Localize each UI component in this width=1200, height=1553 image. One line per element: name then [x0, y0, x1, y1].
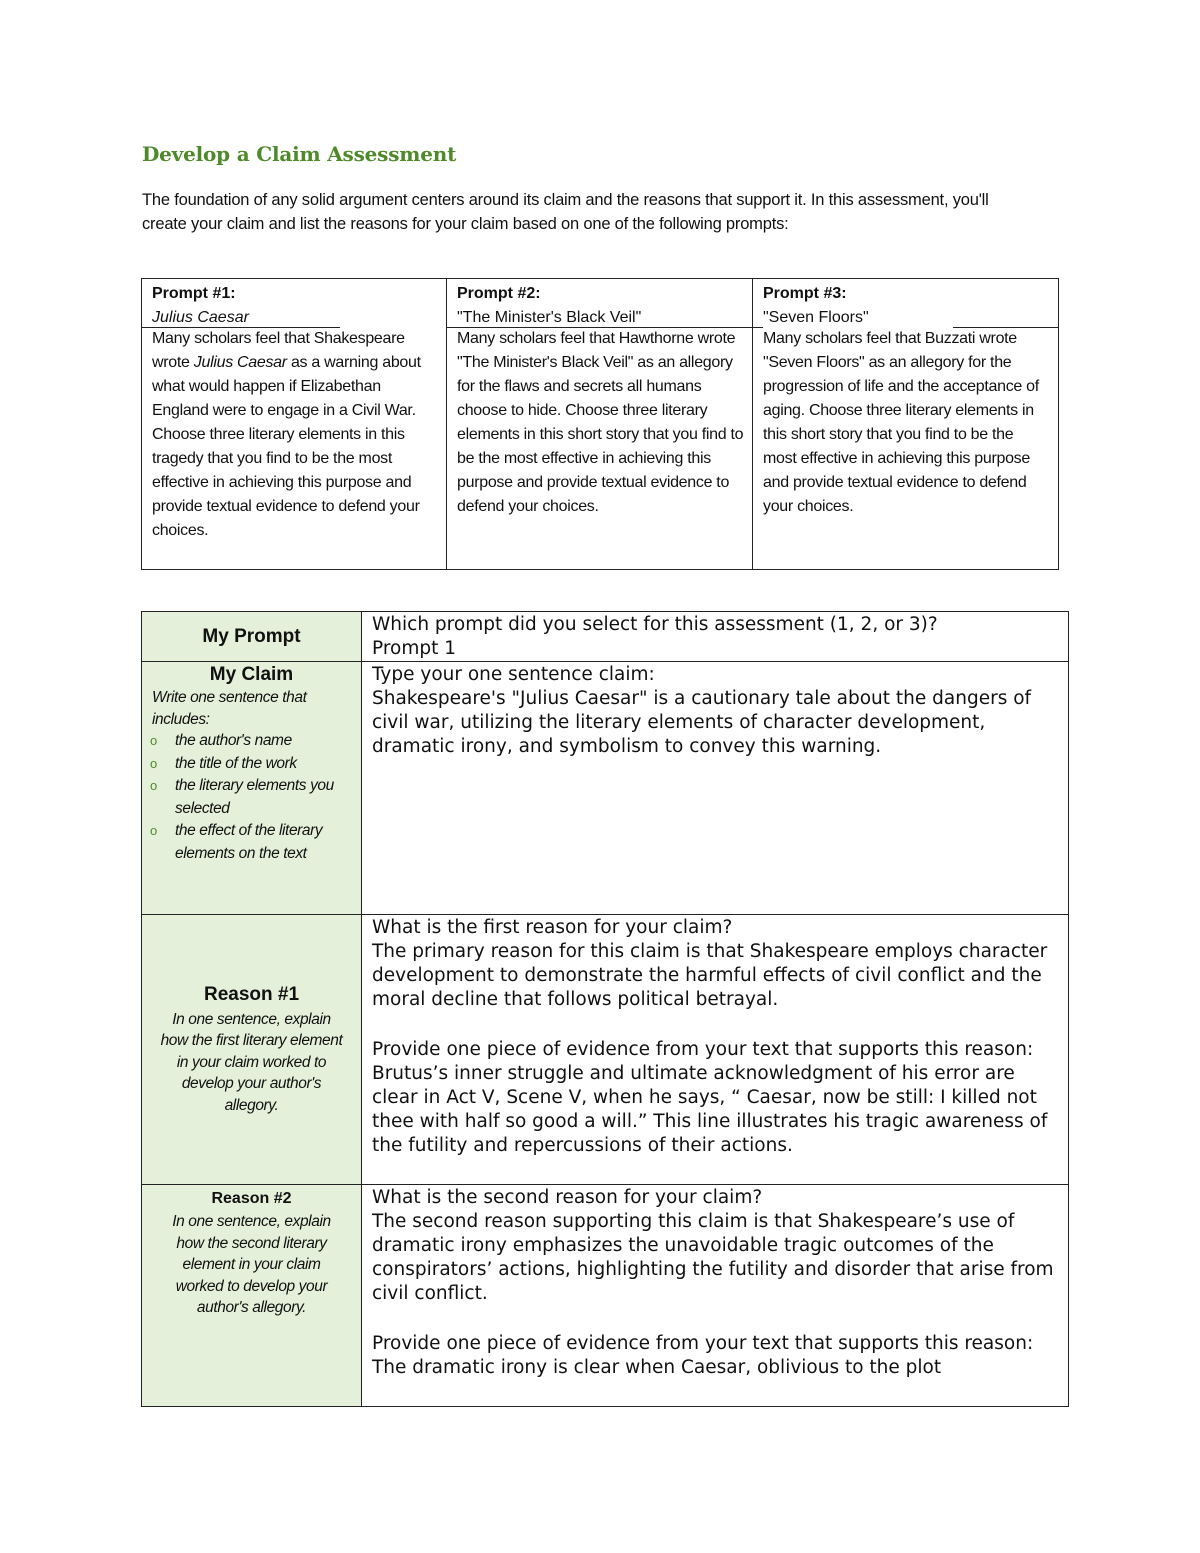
- bullet-circle-icon: o: [150, 755, 157, 771]
- reason-2-answer-cell[interactable]: [362, 1185, 1069, 1407]
- my-prompt-label: My Prompt: [202, 625, 301, 647]
- intro-paragraph: The foundation of any solid argument centers around its claim and the reasons that support it. In this assessment, you'll create your claim and list the reasons for your claim based on one of the following prompts:: [142, 191, 989, 233]
- claim-requirements-list: [142, 730, 361, 865]
- reason-1-label-cell: [142, 915, 362, 1185]
- my-prompt-answer-cell[interactable]: [362, 612, 1069, 662]
- reason-2-evidence-question: Provide one piece of evidence from your text that supports this reason:: [372, 1333, 1034, 1354]
- my-prompt-answer[interactable]: Prompt 1: [372, 638, 457, 659]
- reason-1-question: What is the first reason for your claim?: [372, 917, 733, 938]
- prompt-1-text: [152, 327, 438, 543]
- my-claim-label-cell: [142, 662, 362, 915]
- list-item: [150, 753, 361, 776]
- my-claim-label: My Claim: [209, 664, 294, 685]
- reason-1-answer[interactable]: The primary reason for this claim is that Shakespeare employs character development to demonstrate the harmful effects of civil conflict and the moral decline that follows political betrayal.: [372, 941, 1048, 1010]
- reason-1-row: [142, 915, 1069, 1185]
- prompt-1-text-after: as a warning about what would happen if Elizabethan England were to engage in a Civil War. Choose three literary elements in this tragedy that you find to be the most effective in achieving this purpose and provide textual evidence to defend your choices.: [152, 354, 421, 539]
- reason-1-instruction: In one sentence, explain how the first literary element in your claim worked to develop your author's allegory.: [160, 1010, 343, 1114]
- prompt-3-cell: [753, 279, 1059, 569]
- prompts-table: [141, 278, 1059, 570]
- prompt-3-work: "Seven Floors": [763, 309, 869, 326]
- bullet-circle-icon: o: [150, 823, 157, 838]
- reason-1-label: Reason #1: [203, 983, 300, 1005]
- prompt-1-cell: [141, 279, 447, 569]
- list-item: [150, 775, 361, 820]
- my-claim-row: [142, 662, 1069, 915]
- prompt-1-work: Julius Caesar: [152, 309, 249, 326]
- prompt-3-text: Many scholars feel that Buzzati wrote "Seven Floors" as an allegory for the progression of life and the acceptance of aging. Choose three literary elements in this short story that you find to be the most effective in achieving this purpose and provide textual evidence to defend your choices.: [763, 330, 1039, 515]
- reason-2-label-cell: [142, 1185, 362, 1407]
- prompt-2-text: Many scholars feel that Hawthorne wrote "The Minister's Black Veil" as an allegory for the flaws and secrets all humans choose to hide. Choose three literary elements in this short story that you find to be the most effective in achieving this purpose and provide textual evidence to defend your choices.: [457, 330, 744, 515]
- prompt-2-work: "The Minister's Black Veil": [457, 309, 642, 326]
- reason-2-row: [142, 1185, 1069, 1407]
- my-prompt-label-cell: [142, 612, 362, 662]
- claim-requirement: the title of the work: [175, 754, 297, 772]
- bullet-circle-icon: o: [150, 778, 157, 793]
- prompt-2-cell: [447, 279, 753, 569]
- my-prompt-row: [142, 612, 1069, 662]
- reason-2-question: What is the second reason for your claim?: [372, 1187, 763, 1208]
- list-item: [150, 730, 361, 753]
- claim-requirement: the author's name: [175, 732, 292, 749]
- reason-2-answer[interactable]: The second reason supporting this claim is that Shakespeare’s use of dramatic irony emphasizes the unavoidable tragic outcomes of the conspirators’ actions, highlighting the futility and disorder that arise from civil conflict.: [372, 1211, 1054, 1304]
- reason-2-evidence[interactable]: The dramatic irony is clear when Caesar, oblivious to the plot: [372, 1357, 942, 1378]
- prompt-1-number: Prompt #1:: [152, 285, 236, 302]
- reason-1-answer-cell[interactable]: [362, 915, 1069, 1185]
- my-prompt-question: Which prompt did you select for this assessment (1, 2, or 3)?: [372, 614, 938, 635]
- bullet-circle-icon: o: [150, 733, 157, 748]
- my-claim-question: Type your one sentence claim:: [372, 664, 655, 685]
- claim-requirement: the effect of the literary elements on the text: [175, 822, 323, 862]
- divider: [753, 327, 763, 328]
- reason-2-label: Reason #2: [211, 1190, 292, 1207]
- reason-1-evidence[interactable]: Brutus’s inner struggle and ultimate acknowledgment of his error are clear in Act V, Scene V, when he says, “ Caesar, now be still: I killed not thee with half so good a will.” This line illustrates his tragic awareness of the futility and repercussions of their actions.: [372, 1063, 1048, 1156]
- assessment-table: [141, 611, 1069, 1407]
- prompt-1-text-before: Many scholars feel that Shakespeare wrote: [152, 330, 405, 371]
- prompt-3-number: Prompt #3:: [763, 285, 847, 302]
- prompt-1-text-italic: Julius Caesar: [193, 354, 287, 371]
- page-title: Develop a Claim Assessment: [142, 142, 457, 166]
- my-claim-instruction: Write one sentence that includes:: [152, 689, 307, 728]
- reason-1-evidence-question: Provide one piece of evidence from your text that supports this reason:: [372, 1039, 1034, 1060]
- my-claim-answer[interactable]: Shakespeare's "Julius Caesar" is a cautionary tale about the dangers of civil war, utilizing the literary elements of character development, dramatic irony, and symbolism to convey this warning.: [372, 688, 1032, 757]
- my-claim-answer-cell[interactable]: [362, 662, 1069, 915]
- list-item: [150, 820, 361, 865]
- claim-requirement: the literary elements you selected: [175, 777, 334, 817]
- prompt-2-number: Prompt #2:: [457, 285, 541, 302]
- reason-2-instruction: In one sentence, explain how the second literary element in your claim worked to develop your author's allegory.: [172, 1213, 331, 1316]
